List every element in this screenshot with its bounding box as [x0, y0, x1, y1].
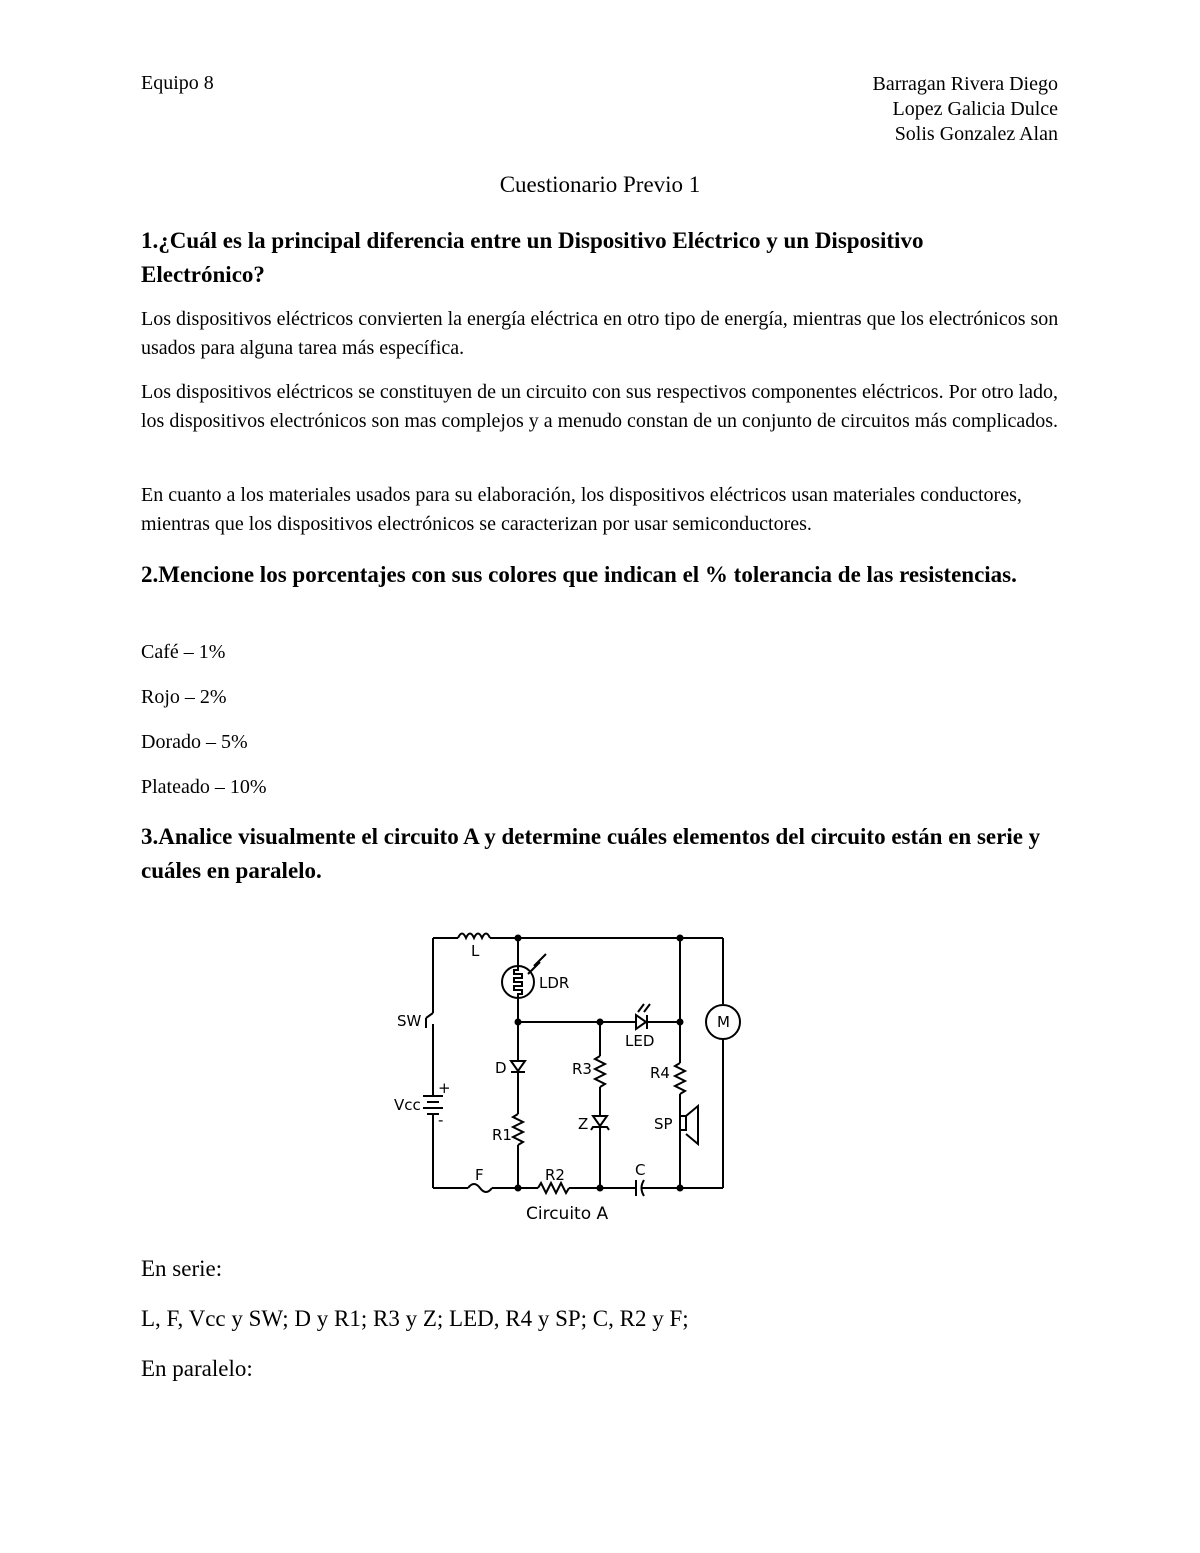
label-d: D [495, 1059, 507, 1077]
label-plus: + [438, 1079, 451, 1097]
circuit-caption: Circuito A [526, 1204, 609, 1224]
team-label: Equipo 8 [141, 72, 214, 94]
diode-d [511, 1061, 525, 1071]
parallel-heading: En paralelo: [141, 1356, 253, 1381]
tolerance-item: Rojo – 2% [141, 686, 227, 708]
tolerance-item: Dorado – 5% [141, 731, 248, 753]
answer-1-paragraph-1: Los dispositivos eléctricos convierten la energía eléctrica en otro tipo de energía, mientras que los electrónicos son usados para alguna tarea más específica. [141, 308, 1059, 359]
tolerance-item: Café – 1% [141, 641, 226, 663]
series-heading: En serie: [141, 1256, 223, 1281]
led-symbol [636, 1015, 646, 1029]
switch-sw [426, 1013, 433, 1018]
document-title: Cuestionario Previo 1 [499, 172, 701, 197]
label-z: Z [578, 1115, 589, 1133]
question-3: 3.Analice visualmente el circuito A y determine cuáles elementos del circuito están en serie y cuáles en paralelo. [141, 824, 1041, 883]
inductor-l [458, 934, 490, 939]
label-sw: SW [397, 1012, 422, 1030]
author-name: Lopez Galicia Dulce [892, 98, 1058, 120]
label-sp: SP [654, 1115, 673, 1133]
label-r3: R3 [572, 1060, 592, 1078]
resistor-r3 [595, 1056, 605, 1087]
question-1-line-2: Electrónico? [141, 262, 265, 287]
label-minus: - [438, 1111, 444, 1129]
resistor-r4 [675, 1063, 685, 1094]
resistor-r2 [538, 1183, 569, 1193]
label-l: L [471, 942, 480, 960]
label-r2: R2 [545, 1166, 565, 1184]
series-answer: L, F, Vcc y SW; D y R1; R3 y Z; LED, R4 y SP; C, R2 y F; [141, 1306, 689, 1331]
question-1 [141, 224, 1061, 292]
label-c: C [635, 1161, 646, 1179]
author-name: Solis Gonzalez Alan [894, 123, 1058, 145]
answer-1-paragraph-3: En cuanto a los materiales usados para su elaboración, los dispositivos eléctricos usan materiales conductores, mientras que los dispositivos electrónicos se caracterizan por usar semiconductores. [141, 484, 1022, 535]
speaker-sp [680, 1116, 686, 1130]
zener-z [593, 1116, 607, 1126]
label-r4: R4 [650, 1064, 670, 1082]
author-list [658, 72, 1058, 147]
label-vcc: Vcc [394, 1096, 421, 1114]
tolerance-item: Plateado – 10% [141, 776, 267, 798]
label-m: M [717, 1013, 730, 1031]
label-ldr: LDR [539, 974, 570, 992]
label-r1: R1 [492, 1126, 512, 1144]
answer-1-paragraph-2: Los dispositivos eléctricos se constituyen de un circuito con sus respectivos componentes eléctricos. Por otro lado, los dispositivos electrónicos son mas complejos y a menudo constan de un conjunto de circuitos más complicados. [141, 381, 1059, 432]
label-f: F [475, 1166, 484, 1184]
fuse-f [468, 1184, 492, 1192]
question-1-line-1: 1.¿Cuál es la principal diferencia entre un Dispositivo Eléctrico y un Dispositivo [141, 228, 924, 253]
question-2: 2.Mencione los porcentajes con sus colores que indican el % tolerancia de las resistencias. [141, 562, 1017, 587]
label-led: LED [625, 1032, 655, 1050]
resistor-r1 [513, 1114, 523, 1145]
author-name: Barragan Rivera Diego [872, 73, 1058, 95]
circuit-diagram [388, 918, 768, 1228]
